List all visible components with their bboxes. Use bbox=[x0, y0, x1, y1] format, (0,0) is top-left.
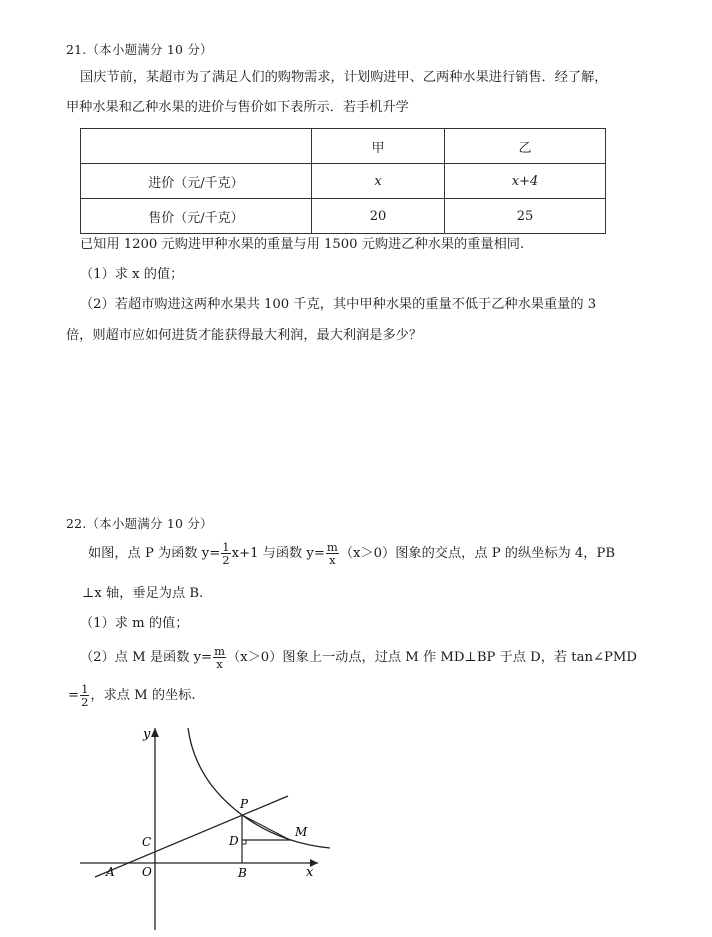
table-row-label: 售价（元/千克） bbox=[81, 199, 312, 234]
fraction-numerator: 1 bbox=[81, 682, 89, 696]
q21-header: 21.（本小题满分 10 分） bbox=[66, 42, 213, 57]
label-c: C bbox=[142, 835, 152, 849]
q22-intro-line2: ⊥x 轴，垂足为点 B. bbox=[82, 586, 204, 601]
q22-part1: （1）求 m 的值； bbox=[80, 616, 189, 631]
label-o: O bbox=[142, 865, 152, 879]
q22-part2-a: （2）点 M 是函数 y= bbox=[80, 649, 213, 665]
label-x: x bbox=[306, 865, 314, 880]
fraction-denominator: 2 bbox=[222, 553, 230, 568]
fraction-denominator: x bbox=[216, 657, 223, 672]
label-p: P bbox=[240, 797, 249, 811]
hyperbola-curve bbox=[188, 728, 330, 848]
fraction-numerator: m bbox=[326, 540, 338, 554]
q22-part2-eq: = bbox=[68, 687, 80, 703]
label-a: A bbox=[106, 865, 115, 879]
q22-part2-b: （x＞0）图象上一动点，过点 M 作 MD⊥BP 于点 D，若 tan∠PMD bbox=[227, 649, 637, 665]
q22-intro-a: 如图，点 P 为函数 y= bbox=[88, 545, 221, 561]
table-cell: 20 bbox=[312, 199, 445, 234]
q21-line1: 国庆节前，某超市为了满足人们的购物需求，计划购进甲、乙两种水果进行销售．经了解， bbox=[80, 70, 608, 85]
q21-part1: （1）求 x 的值； bbox=[80, 267, 184, 282]
q21-part2-line2: 倍，则超市应如何进货才能获得最大利润，最大利润是多少？ bbox=[66, 328, 423, 343]
segment-pm bbox=[242, 815, 290, 840]
q21-line2: 甲种水果和乙种水果的进价与售价如下表所示．若手机升学 bbox=[66, 100, 409, 115]
fraction-numerator: m bbox=[214, 644, 225, 658]
fraction-numerator: 1 bbox=[222, 540, 230, 554]
table-col-b-header: 乙 bbox=[445, 129, 606, 164]
q22-part2-rest: ，求点 M 的坐标. bbox=[90, 687, 196, 703]
table-cell: 25 bbox=[445, 199, 606, 234]
label-m: M bbox=[295, 825, 308, 839]
q21-line3: 已知用 1200 元购进甲种水果的重量与用 1500 元购进乙种水果的重量相同. bbox=[80, 237, 525, 252]
table-cell: x bbox=[312, 164, 445, 199]
q22-intro-c: （x＞0）图象的交点，点 P 的纵坐标为 4，PB bbox=[339, 545, 616, 561]
q21-part2-line1: （2）若超市购进这两种水果共 100 千克，其中甲种水果的重量不低于乙种水果重量的 3 bbox=[80, 297, 597, 312]
table-row-label: 进价（元/千克） bbox=[81, 164, 312, 199]
q22-intro-b: x+1 与函数 y= bbox=[231, 545, 325, 561]
label-b: B bbox=[238, 866, 247, 880]
y-axis-arrow bbox=[151, 728, 159, 737]
label-y: y bbox=[143, 727, 151, 742]
table-cell: x+4 bbox=[445, 164, 606, 199]
fraction-denominator: 2 bbox=[81, 695, 89, 710]
table-col-a-header: 甲 bbox=[312, 129, 445, 164]
q22-header: 22.（本小题满分 10 分） bbox=[66, 516, 213, 531]
line-function bbox=[95, 796, 288, 877]
fraction-denominator: x bbox=[329, 553, 336, 568]
label-d: D bbox=[229, 834, 239, 848]
